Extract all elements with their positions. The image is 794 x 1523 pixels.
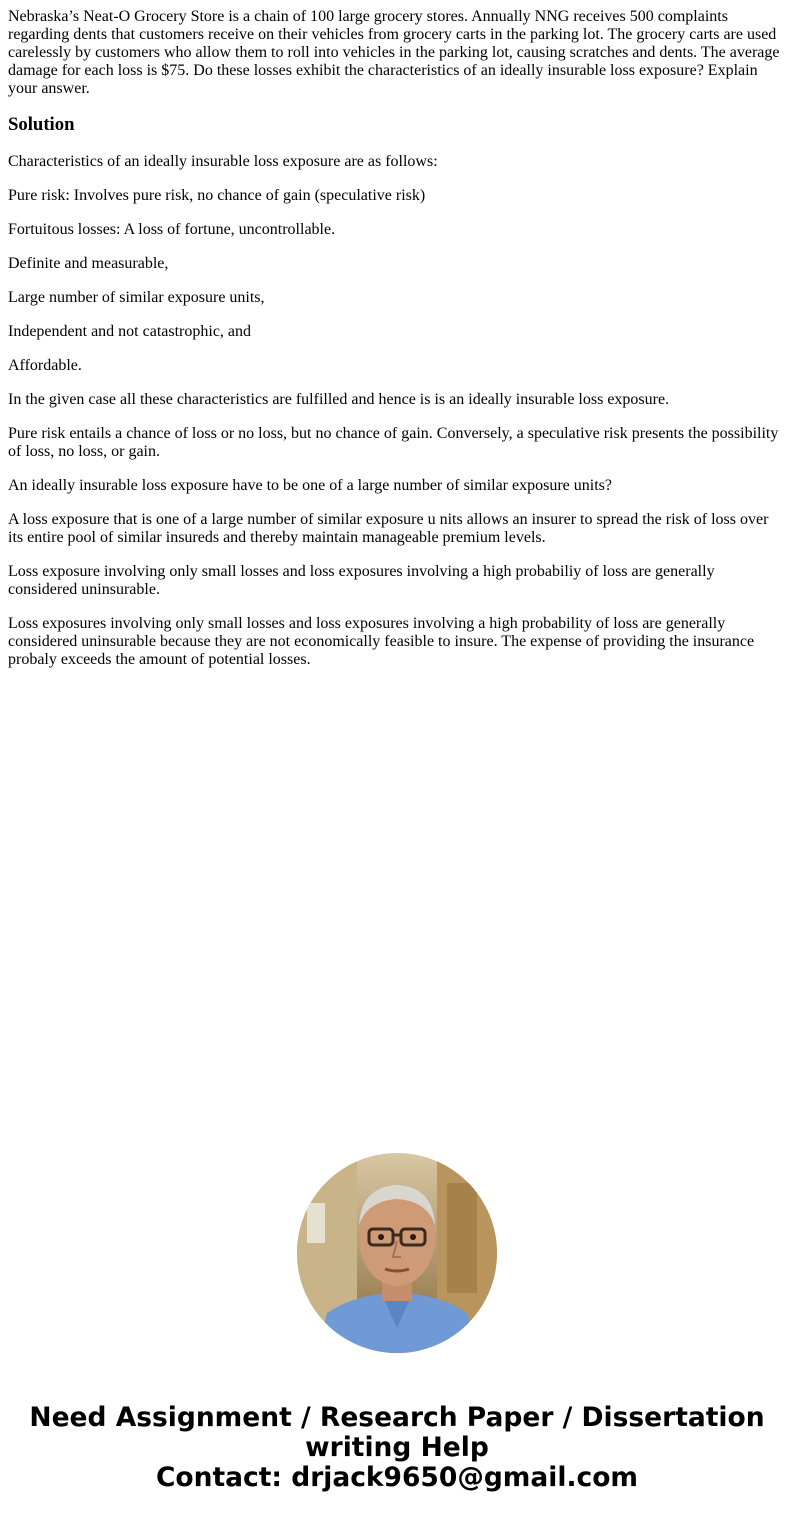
solution-paragraph: Pure risk: Involves pure risk, no chance of gain (speculative risk) bbox=[8, 187, 426, 204]
author-avatar bbox=[297, 1153, 497, 1353]
solution-paragraph: In the given case all these characteristics are fulfilled and hence is is an ideally insurable loss exposure. bbox=[8, 391, 670, 408]
promo-line: Need Assignment / Research Paper / Dissertation bbox=[29, 1402, 765, 1433]
solution-paragraph: Characteristics of an ideally insurable loss exposure are as follows: bbox=[8, 153, 438, 170]
solution-paragraph: Loss exposures involving only small losses and loss exposures involving a high probability of loss are generally considered uninsurable because they are not economically feasible to insure. The expense of providing the insurance probaly exceeds the amount of potential losses. bbox=[8, 615, 755, 668]
solution-paragraph: Loss exposure involving only small losses and loss exposures involving a high probabiliy of loss are generally considered uninsurable. bbox=[8, 563, 715, 598]
solution-paragraph: Pure risk entails a chance of loss or no loss, but no chance of gain. Conversely, a speculative risk presents the possibility of loss, no loss, or gain. bbox=[8, 425, 779, 460]
solution-paragraph: An ideally insurable loss exposure have to be one of a large number of similar exposure units? bbox=[8, 477, 612, 494]
solution-heading: Solution bbox=[8, 114, 75, 135]
contact-line: Contact: drjack9650@gmail.com bbox=[155, 1462, 639, 1493]
solution-paragraph: A loss exposure that is one of a large number of similar exposure u nits allows an insurer to spread the risk of loss over its entire pool of similar insureds and thereby maintain manageable premium levels. bbox=[8, 511, 769, 546]
question-text: Nebraska’s Neat-O Grocery Store is a chain of 100 large grocery stores. Annually NNG receives 500 complaints regarding dents that customers receive on their vehicles from grocery carts in the parking lot. The grocery carts are used carelessly by customers who allow them to roll into vehicles in the parking lot, causing scratches and dents. The average damage for each loss is $75. Do these losses exhibit the characteristics of an ideally insurable loss exposure? Explain your answer. bbox=[8, 8, 780, 97]
promo-line: writing Help bbox=[305, 1432, 489, 1463]
solution-paragraph: Affordable. bbox=[8, 357, 82, 374]
solution-paragraph: Definite and measurable, bbox=[8, 255, 169, 272]
promo-banner bbox=[0, 1403, 794, 1493]
solution-paragraph: Large number of similar exposure units, bbox=[8, 289, 265, 306]
person-photo-icon bbox=[297, 1153, 497, 1353]
solution-paragraph: Fortuitous losses: A loss of fortune, uncontrollable. bbox=[8, 221, 336, 238]
solution-paragraph: Independent and not catastrophic, and bbox=[8, 323, 252, 340]
article-body bbox=[8, 8, 782, 685]
